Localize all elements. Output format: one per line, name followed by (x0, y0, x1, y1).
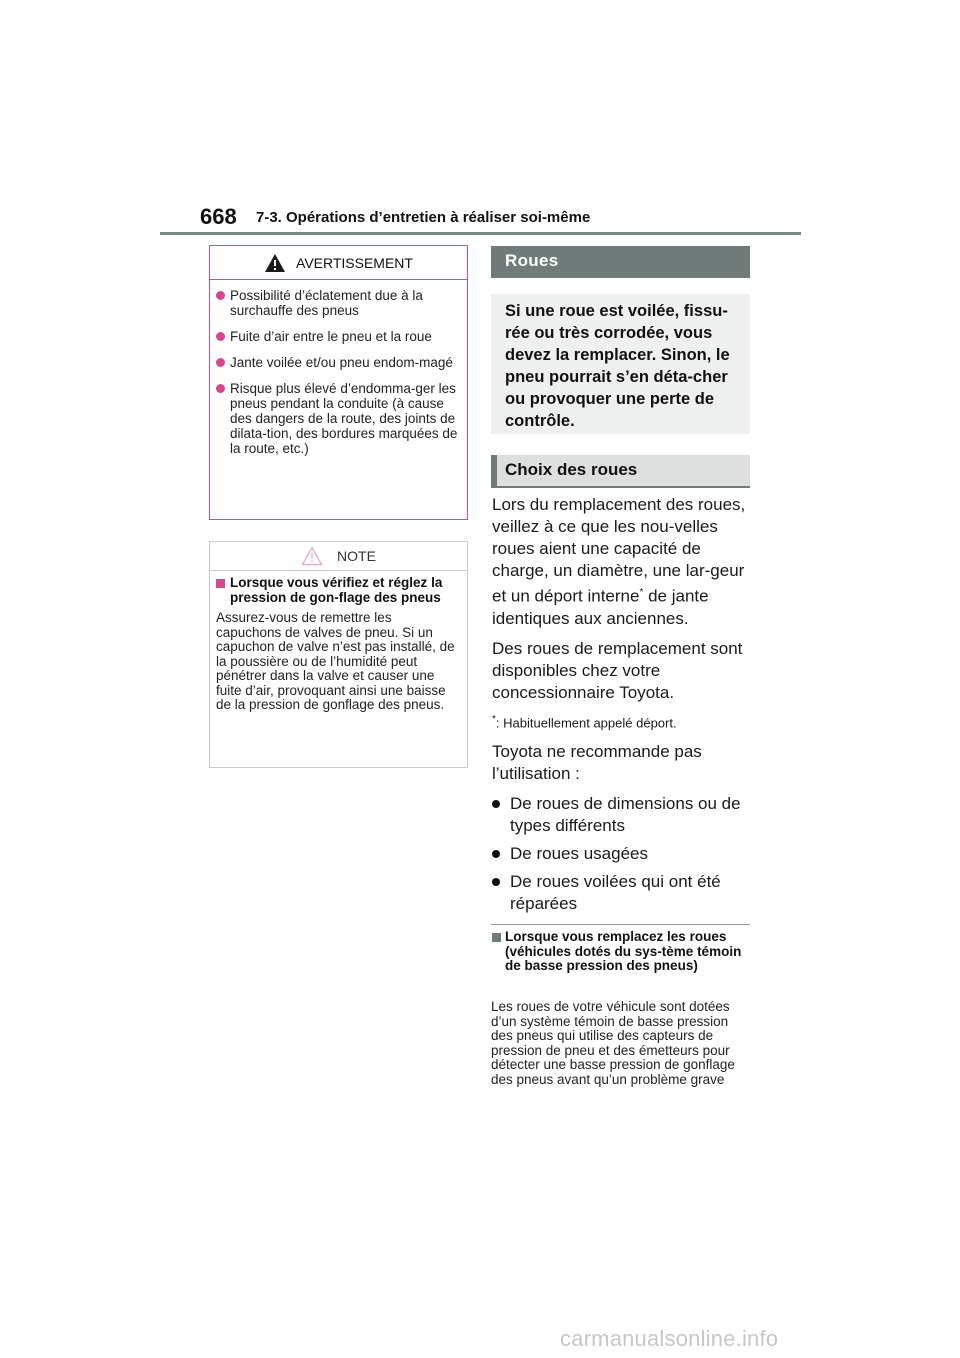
caution-triangle-icon (301, 546, 323, 566)
choix-body (492, 494, 754, 921)
bullet-dot-icon (216, 291, 225, 300)
roues-heading: Roues (491, 246, 750, 278)
footnote: *: Habituellement appelé déport. (492, 713, 677, 730)
bullet-dot-icon (492, 878, 500, 886)
paragraph-2: Des roues de remplacement sont disponibles chez votre concessionnaire Toyota. (492, 638, 743, 702)
square-bullet-icon (216, 579, 225, 588)
page-number: 668 (200, 204, 237, 229)
bullet-dot-icon (492, 800, 500, 808)
warning-box (209, 245, 468, 520)
warning-triangle-icon (264, 253, 286, 273)
warning-item: Risque plus élevé d’endomma-ger les pneus pendant la conduite (à cause des dangers de la route, des joints de dilata-tion, des bordures marquées de la route, etc.) (216, 381, 459, 456)
square-bullet-icon (492, 933, 501, 942)
warning-item: Fuite d’air entre le pneu et la roue (216, 329, 459, 344)
bullet-dot-icon (216, 358, 225, 367)
warning-item: Possibilité d’éclatement due à la surchauffe des pneus (216, 288, 459, 318)
choix-heading: Choix des roues (491, 455, 750, 488)
note-subheading: Lorsque vous vérifiez et réglez la pression de gon-flage des pneus (210, 571, 467, 605)
bullet-dot-icon (216, 384, 225, 393)
list-item: De roues de dimensions ou de types différents (492, 793, 754, 837)
page-header (0, 0, 960, 240)
sub-section-rule (491, 924, 750, 925)
warning-header (210, 246, 467, 280)
note-body: Assurez-vous de remettre les capuchons de valves de pneu. Si un capuchon de valve n’est pas installé, de la poussière ou de l’humidité peut pénétrer dans la valve et causer une fuite d’air, provoquant ainsi une baisse de la pression de gonflage des pneus. (216, 610, 455, 712)
note-header (210, 542, 467, 571)
not-recommended-list (492, 793, 754, 915)
warning-item: Jante voilée et/ou pneu endom-magé (216, 355, 459, 370)
section-title: 7-3. Opérations d’entretien à réaliser soi-même (256, 209, 591, 226)
sub-section-body: Les roues de votre véhicule sont dotées d’un système témoin de basse pression des pneus qui utilise des capteurs de pression de pneu et des émetteurs pour détecter une basse pression de gonflage des pneus avant qu’un problème grave (491, 999, 735, 1087)
roues-intro: Si une roue est voilée, fissu-rée ou très corrodée, vous devez la remplacer. Sinon, le pneu pourrait s’en déta-cher ou provoquer une perte de contrôle. (491, 294, 750, 434)
warning-list (210, 280, 467, 456)
paragraph-1: Lors du remplacement des roues, veillez à ce que les nou-velles roues aient une capacité de charge, un diamètre, une lar-geur et un déport interne* de jante identiques aux anciennes. (492, 495, 746, 628)
sub-section-heading: Lorsque vous remplacez les roues (véhicules dotés du sys-tème témoin de basse pression des pneus) (491, 930, 750, 974)
header-rule (160, 232, 801, 235)
list-item: De roues usagées (492, 843, 754, 865)
note-title: NOTE (337, 548, 376, 564)
list-item: De roues voilées qui ont été réparées (492, 871, 754, 915)
bullet-dot-icon (216, 332, 225, 341)
footnote-marker: * (639, 587, 644, 598)
watermark: carmanualsonline.info (560, 1326, 779, 1351)
paragraph-3: Toyota ne recommande pas l’utilisation : (492, 741, 702, 783)
bullet-dot-icon (492, 850, 500, 858)
warning-title: AVERTISSEMENT (296, 254, 413, 271)
note-box (209, 541, 468, 768)
